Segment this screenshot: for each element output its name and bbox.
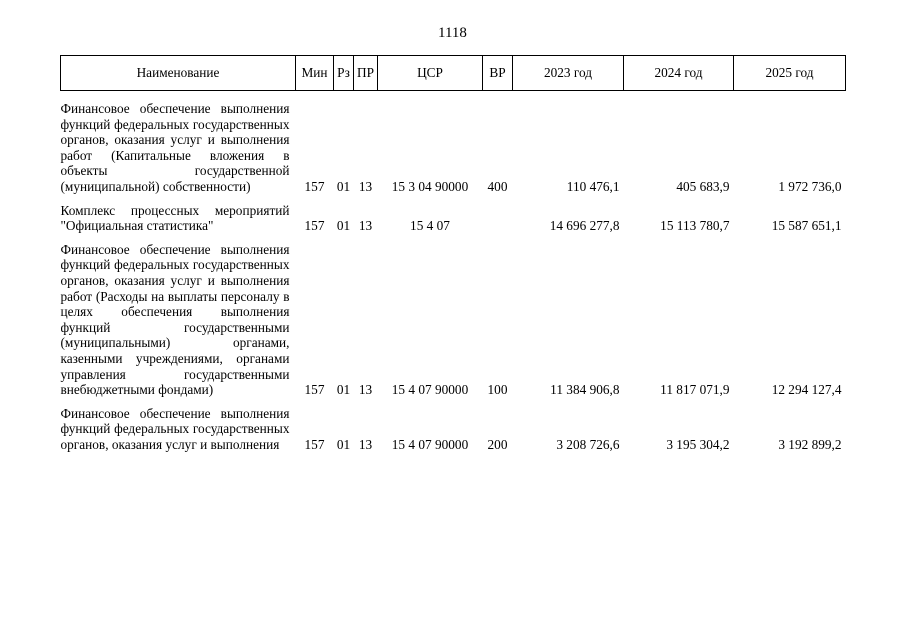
row-pr: 13 xyxy=(358,382,373,398)
row-2023: 11 384 906,8 xyxy=(550,382,620,398)
row-csr: 15 3 04 90000 xyxy=(391,178,469,194)
row-rz: 01 xyxy=(336,218,351,234)
table-row xyxy=(61,406,846,453)
row-2025: 15 587 651,1 xyxy=(771,218,842,234)
row-name: Финансовое обеспечение выполнения функций федеральных государственных органов, оказания услуг и выполнения работ (Расходы на выплаты персоналу в целях обеспечения выполнения функций государственными (муниципальными) органами, казенными учреждениями, органами управления государственными внебюджетными фондами) xyxy=(60,241,290,398)
row-name: Комплекс процессных мероприятий "Официальная статистика" xyxy=(60,202,290,234)
row-vr xyxy=(483,203,513,234)
header-2025: 2025 год xyxy=(734,56,846,91)
row-2024: 11 817 071,9 xyxy=(660,382,730,398)
row-2025: 12 294 127,4 xyxy=(771,382,842,398)
header-vr: ВР xyxy=(483,56,513,91)
row-csr: 15 4 07 xyxy=(410,218,450,234)
row-name: Финансовое обеспечение выполнения функций федеральных государственных органов, оказания услуг и выполнения работ (Капитальные вложения в объекты государственной (муниципальной) собственности) xyxy=(60,101,290,194)
header-name: Наименование xyxy=(61,56,296,91)
row-2023: 110 476,1 xyxy=(566,178,620,194)
row-pr: 13 xyxy=(358,178,373,194)
row-2024: 15 113 780,7 xyxy=(660,218,730,234)
row-2025: 1 972 736,0 xyxy=(778,178,842,194)
row-pr: 13 xyxy=(358,218,373,234)
row-name: Финансовое обеспечение выполнения функций федеральных государственных органов, оказания услуг и выполнения xyxy=(60,405,290,452)
row-2025: 3 192 899,2 xyxy=(778,436,842,452)
row-rz: 01 xyxy=(336,178,351,194)
budget-table xyxy=(60,55,846,452)
table-row xyxy=(61,242,846,398)
table-row xyxy=(61,203,846,234)
row-2023: 14 696 277,8 xyxy=(549,218,620,234)
row-2024: 3 195 304,2 xyxy=(666,436,730,452)
row-vr: 100 xyxy=(487,382,508,398)
header-2024: 2024 год xyxy=(624,56,734,91)
row-2024: 405 683,9 xyxy=(676,178,730,194)
header-min: Мин xyxy=(296,56,334,91)
header-rz: Рз xyxy=(334,56,354,91)
table-header-row xyxy=(61,56,846,91)
row-min: 157 xyxy=(304,218,325,234)
row-vr: 400 xyxy=(487,178,508,194)
page-number: 1118 xyxy=(438,25,467,41)
table-row xyxy=(61,101,846,195)
header-csr: ЦСР xyxy=(378,56,483,91)
header-pr: ПР xyxy=(354,56,378,91)
row-2023: 3 208 726,6 xyxy=(556,436,620,452)
row-rz: 01 xyxy=(336,382,351,398)
row-csr: 15 4 07 90000 xyxy=(391,382,469,398)
row-csr: 15 4 07 90000 xyxy=(391,436,469,452)
row-vr: 200 xyxy=(487,436,508,452)
header-2023: 2023 год xyxy=(513,56,624,91)
row-rz: 01 xyxy=(336,436,351,452)
row-min: 157 xyxy=(304,436,325,452)
row-min: 157 xyxy=(304,382,325,398)
row-pr: 13 xyxy=(358,436,373,452)
row-min: 157 xyxy=(304,178,325,194)
